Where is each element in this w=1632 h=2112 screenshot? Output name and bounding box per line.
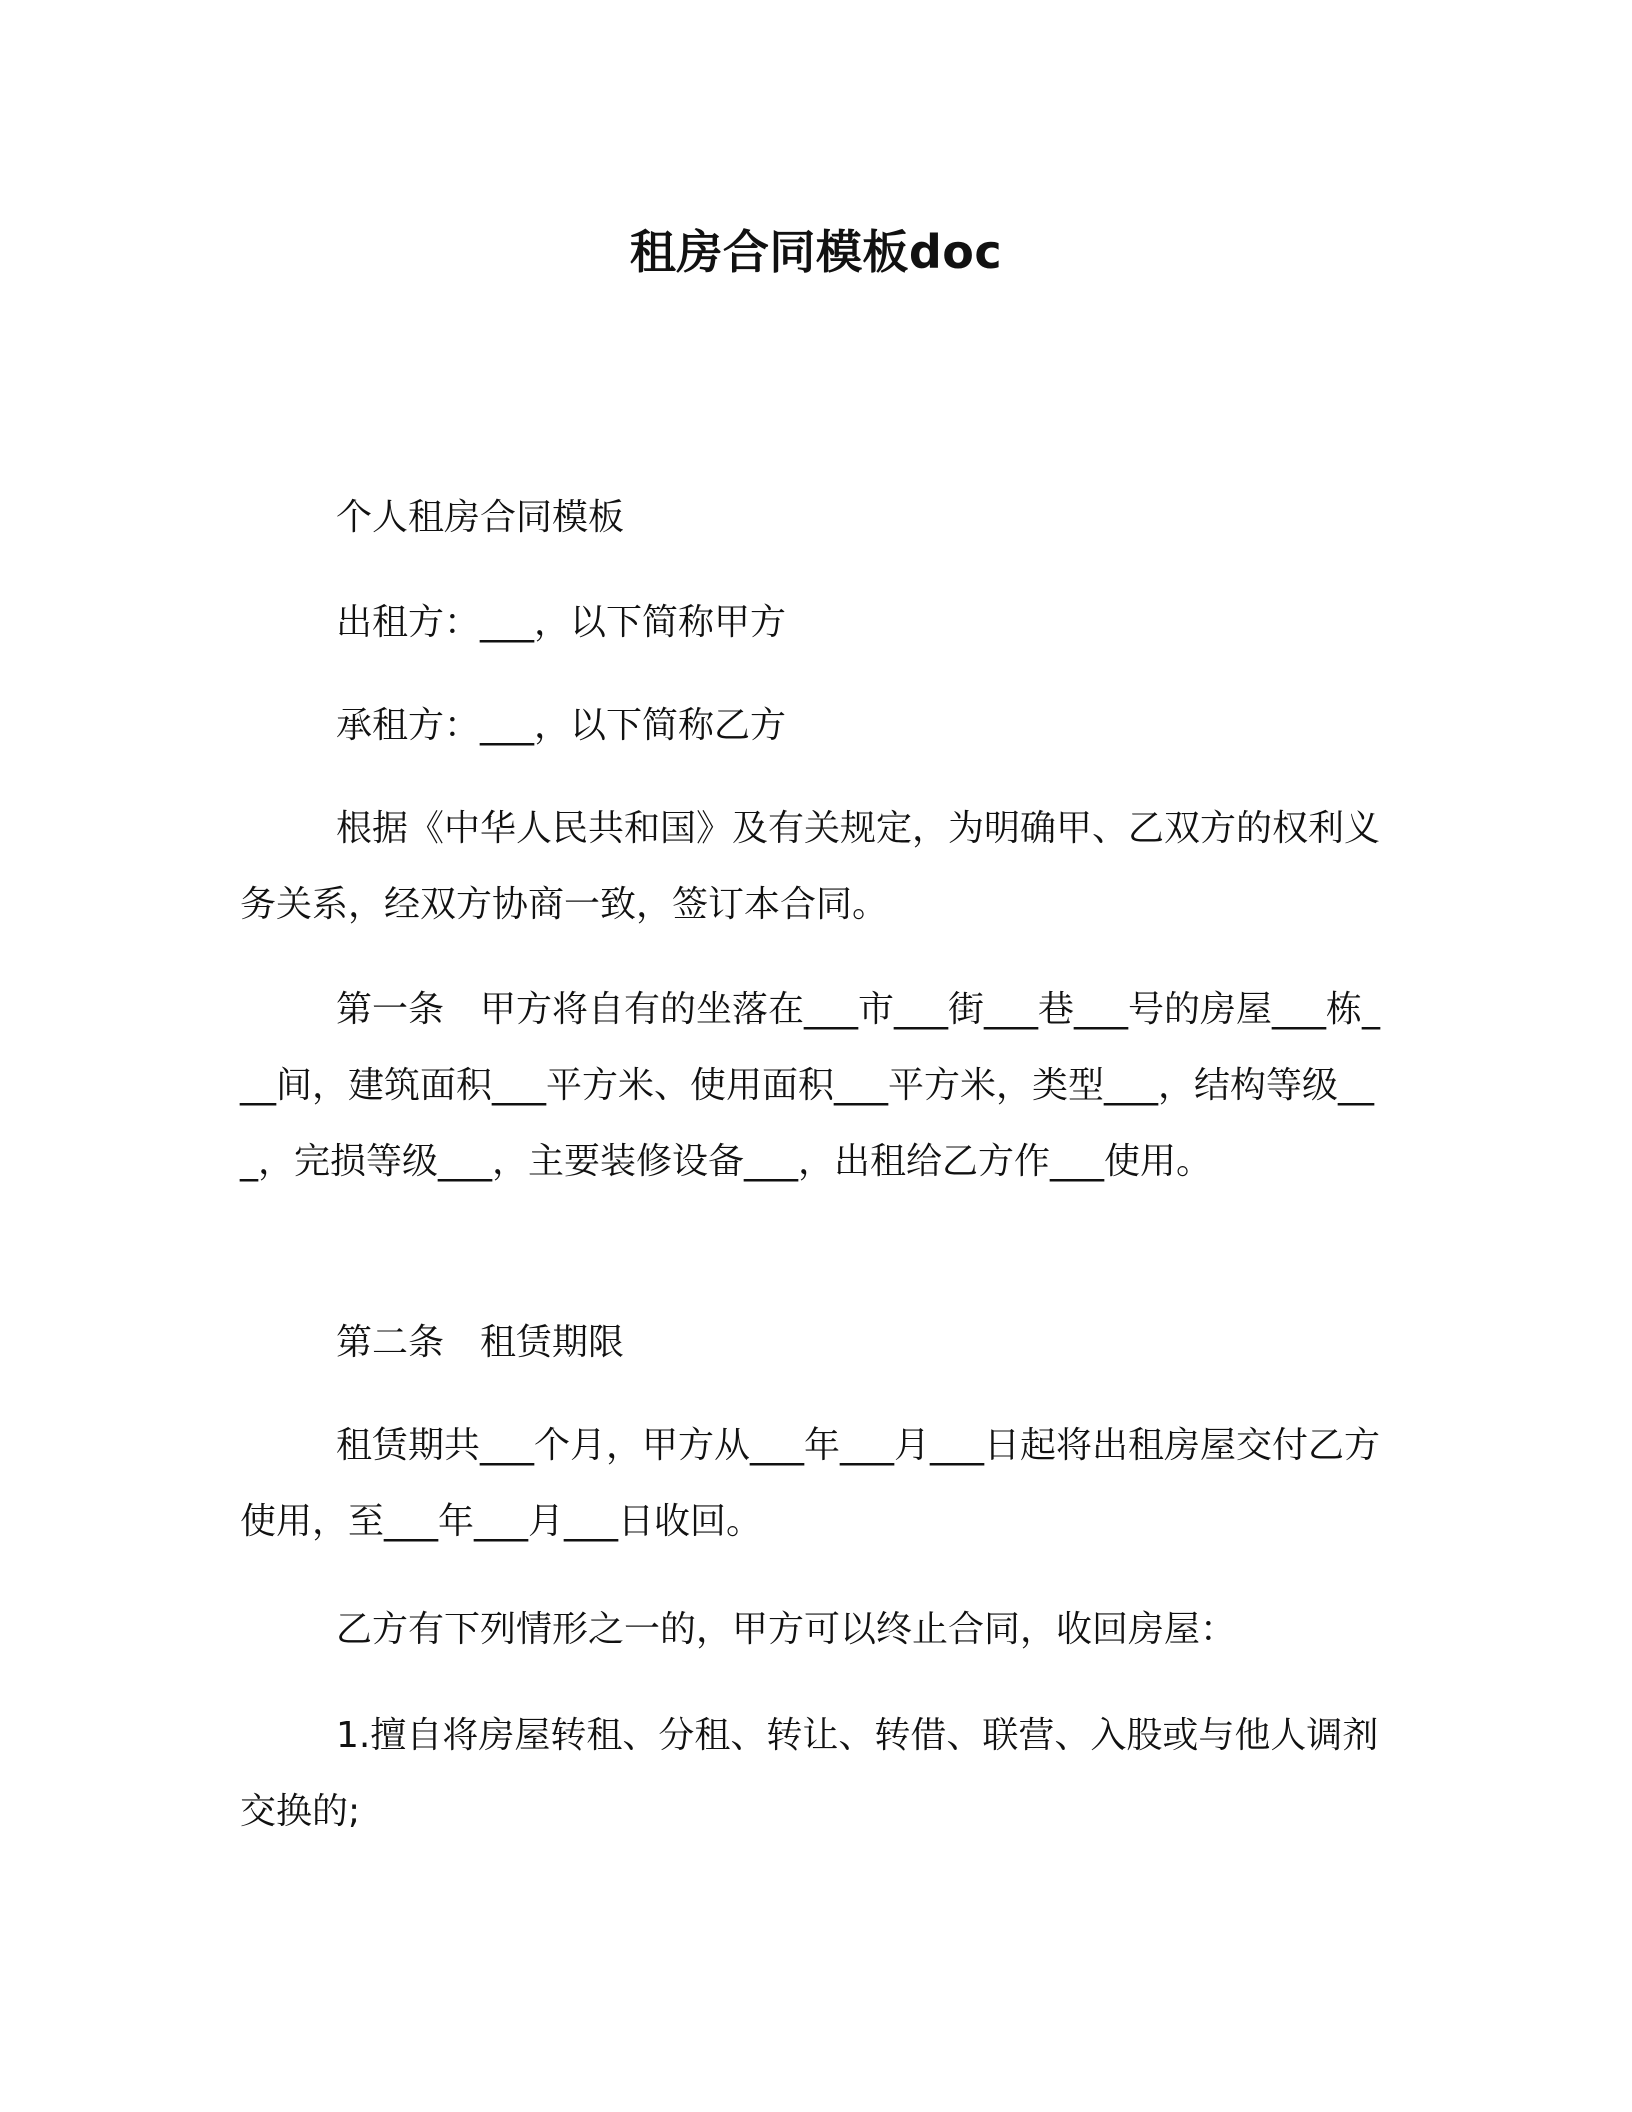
paragraph-preamble: 根据《中华人民共和国》及有关规定，为明确甲、乙双方的权利义务关系，经双方协商一致，签订本合同。 xyxy=(240,808,1381,925)
paragraph-termination-conditions: 乙方有下列情形之一的，甲方可以终止合同，收回房屋： xyxy=(336,1609,1237,1650)
paragraph-article-1: 第一条 甲方将自有的坐落在___市___街___巷___号的房屋___栋___间，建筑面积___平方米、使用面积___平方米，类型___，结构等级___，完损等级___，主要装修设备___，出租给乙方作___使用。 xyxy=(240,989,1381,1182)
paragraph-lessor: 出租方：___，以下简称甲方 xyxy=(336,602,787,643)
document-title: 租房合同模板doc xyxy=(629,225,1003,279)
paragraph-article-2-heading: 第二条 租赁期限 xyxy=(336,1322,625,1363)
paragraph-lessee: 承租方：___，以下简称乙方 xyxy=(336,705,787,746)
paragraph-lease-term: 租赁期共___个月，甲方从___年___月___日起将出租房屋交付乙方使用，至___年___月___日收回。 xyxy=(240,1425,1381,1542)
paragraph-condition-1: 1.擅自将房屋转租、分租、转让、转借、联营、入股或与他人调剂交换的; xyxy=(240,1715,1379,1832)
paragraph-heading: 个人租房合同模板 xyxy=(336,497,625,538)
